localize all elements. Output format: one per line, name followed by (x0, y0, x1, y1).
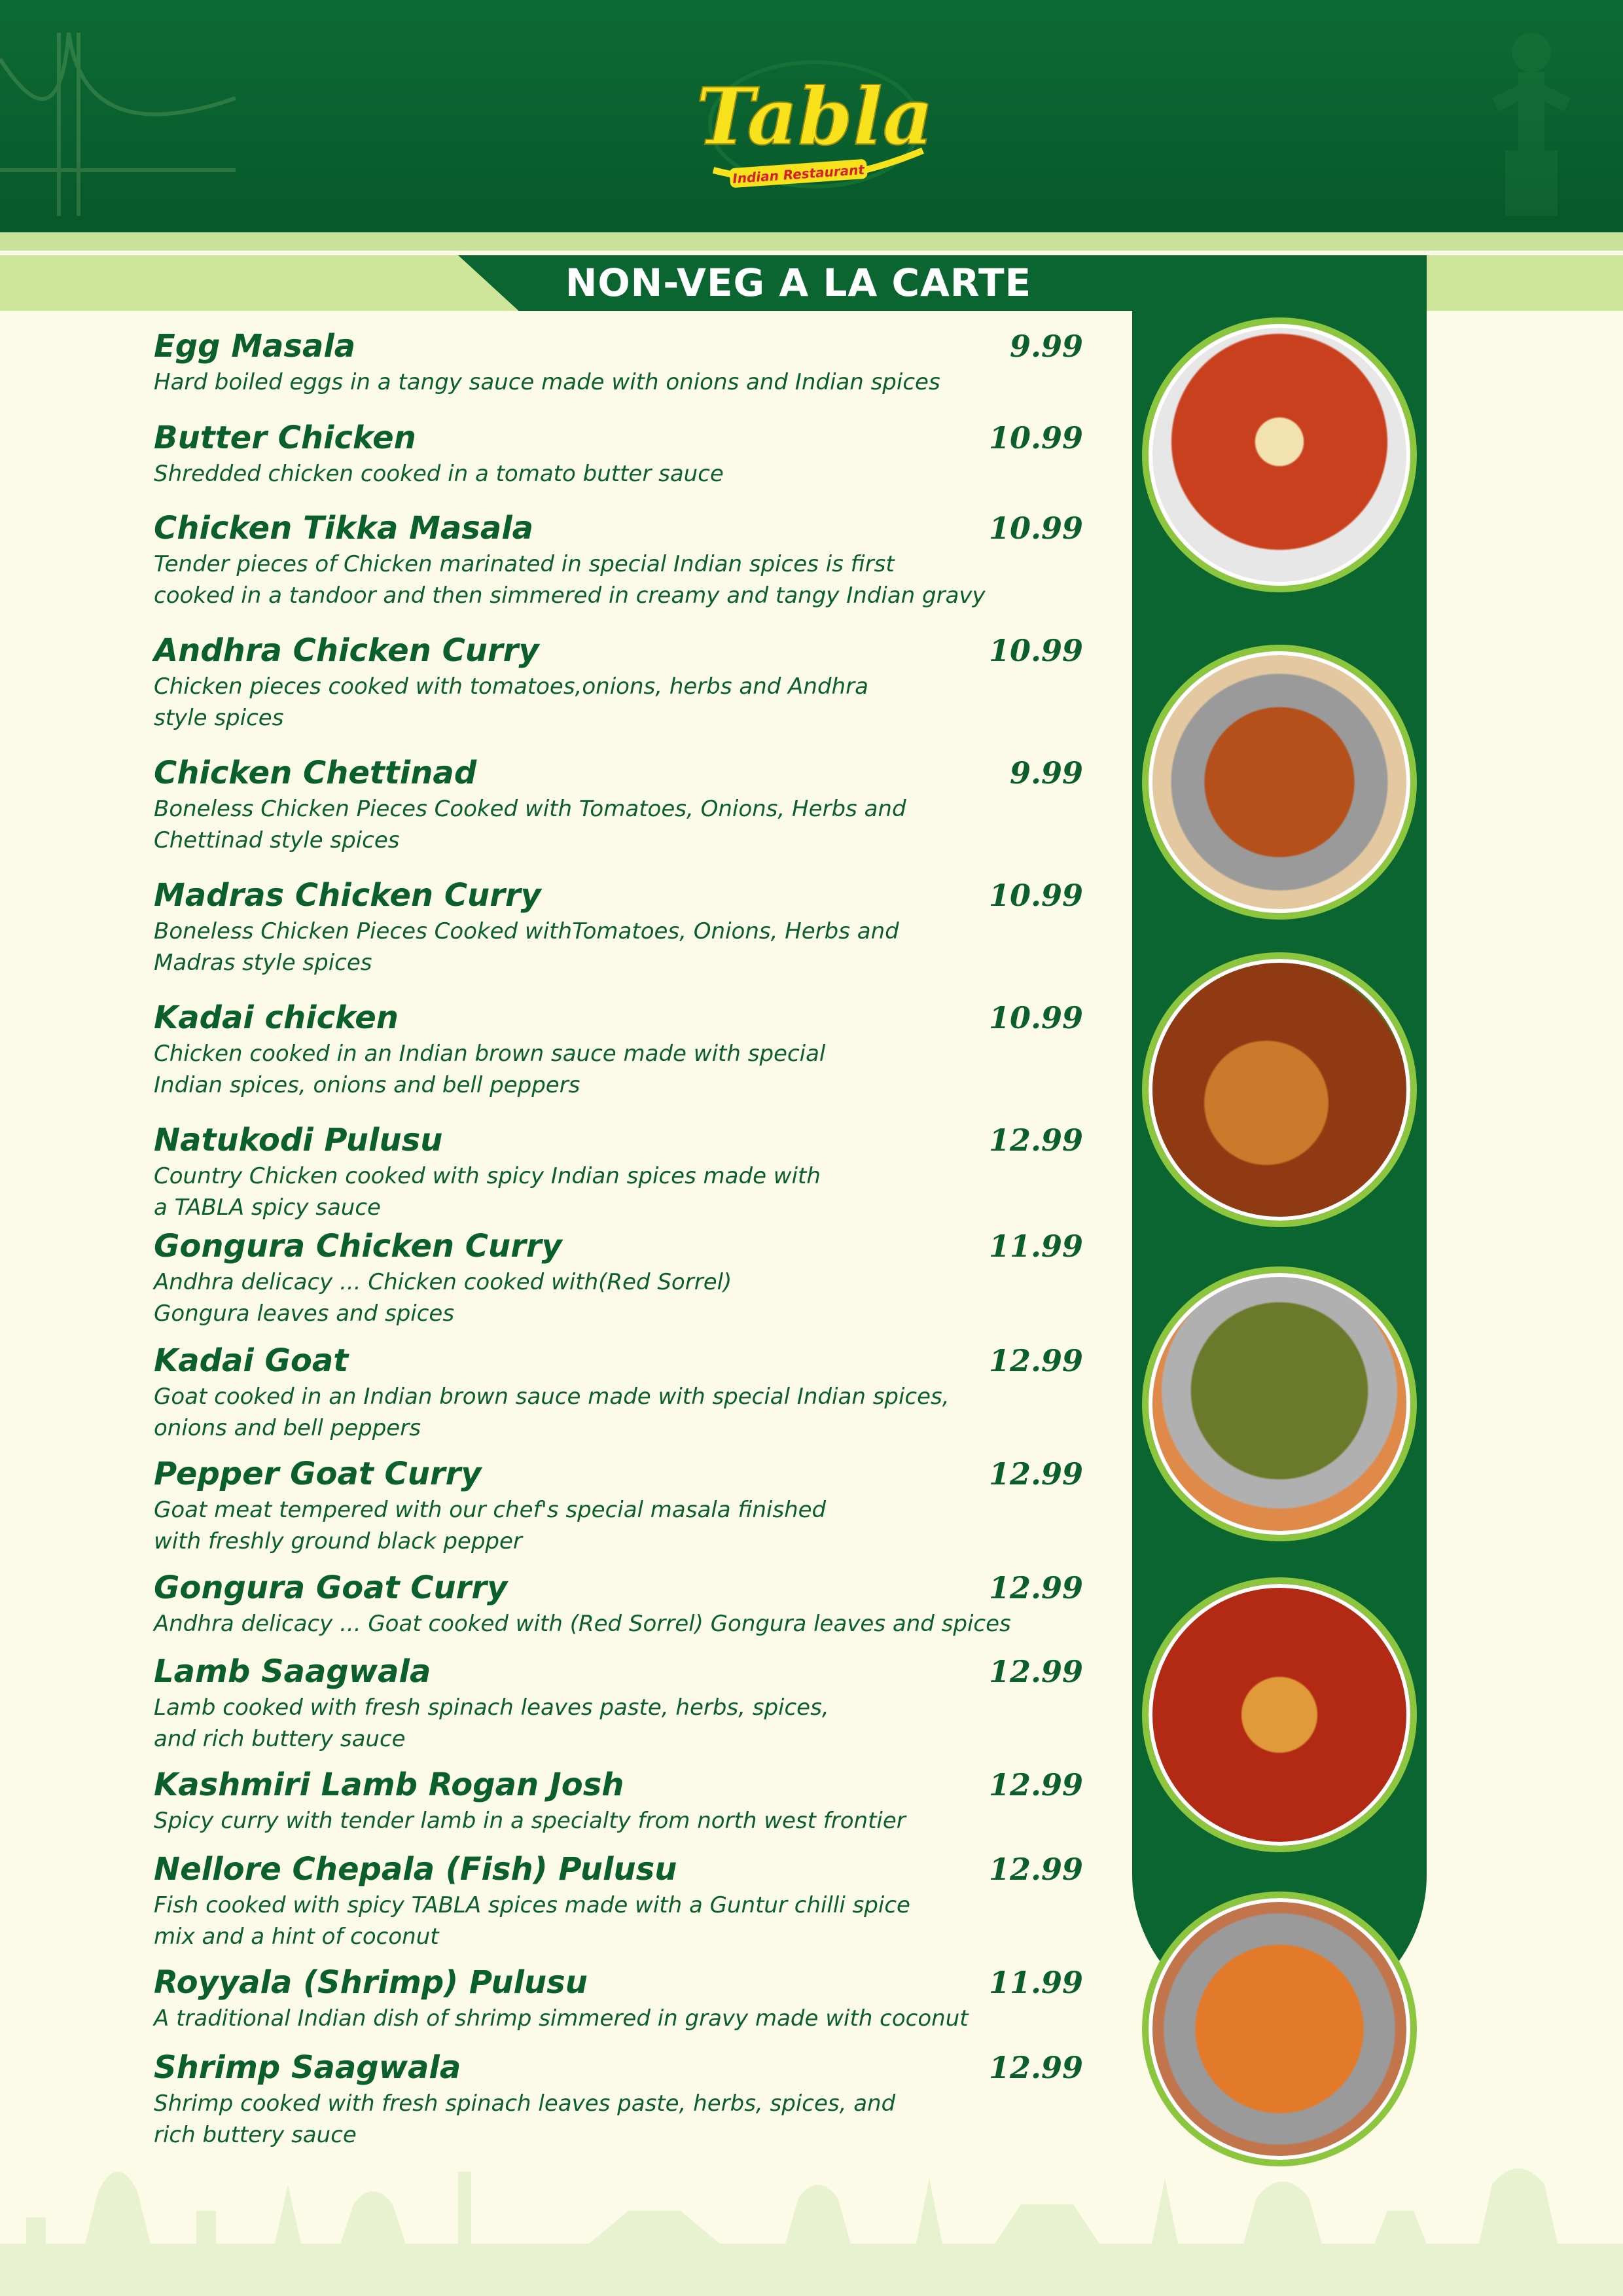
city-skyline-icon (0, 2113, 1623, 2296)
tabla-logo (674, 46, 955, 209)
item-price: 10.99 (988, 1000, 1083, 1035)
item-description: Lamb cooked with fresh spinach leaves paste, herbs, spices, and rich buttery sauce (154, 1695, 829, 1752)
svg-text:Tabla: Tabla (696, 71, 934, 163)
item-price: 9.99 (1009, 755, 1083, 791)
egg-masala-photo (1142, 317, 1417, 592)
item-price: 12.99 (988, 2050, 1083, 2085)
item-price: 12.99 (988, 1654, 1083, 1689)
item-price: 12.99 (988, 1852, 1083, 1887)
item-name: Gongura Chicken Curry (154, 1228, 562, 1265)
chicken-curry-photo (1142, 645, 1417, 920)
item-price: 12.99 (988, 1767, 1083, 1803)
item-name: Gongura Goat Curry (154, 1570, 508, 1606)
header-stripe (0, 232, 1623, 251)
item-price: 10.99 (988, 420, 1083, 456)
item-description: Spicy curry with tender lamb in a specialty from north west frontier (154, 1808, 906, 1834)
item-description: Chicken cooked in an Indian brown sauce made with special Indian spices, onions and bell peppers (154, 1041, 826, 1098)
item-description: Shrimp cooked with fresh spinach leaves paste, herbs, spices, and rich buttery sauce (154, 2090, 896, 2148)
item-price: 9.99 (1009, 329, 1083, 364)
item-price: 10.99 (988, 633, 1083, 668)
item-price: 12.99 (988, 1570, 1083, 1605)
item-name: Kadai Goat (154, 1342, 349, 1379)
item-name: Lamb Saagwala (154, 1653, 431, 1690)
item-description: Goat cooked in an Indian brown sauce made with special Indian spices, onions and bell peppers (154, 1384, 950, 1441)
item-name: Andhra Chicken Curry (154, 632, 539, 669)
item-price: 12.99 (988, 1122, 1083, 1158)
fish-pulusu-photo (1142, 1577, 1417, 1852)
item-name: Butter Chicken (154, 420, 416, 456)
svg-text:Indian Restaurant: Indian Restaurant (732, 161, 865, 187)
item-name: Natukodi Pulusu (154, 1122, 443, 1158)
item-price: 10.99 (988, 511, 1083, 546)
item-description: Shredded chicken cooked in a tomato butter sauce (154, 461, 724, 487)
item-name: Shrimp Saagwala (154, 2049, 461, 2086)
item-name: Chicken Tikka Masala (154, 510, 534, 547)
item-description: Andhra delicacy ... Chicken cooked with(Red Sorrel) Gongura leaves and spices (154, 1269, 732, 1327)
item-price: 10.99 (988, 878, 1083, 913)
item-description: Goat meat tempered with our chef's special masala finished with freshly ground black pepper (154, 1497, 827, 1554)
item-description: Boneless Chicken Pieces Cooked withTomatoes, Onions, Herbs and Madras style spices (154, 918, 899, 976)
item-price: 12.99 (988, 1343, 1083, 1378)
item-price: 11.99 (988, 1965, 1083, 2000)
item-description: Boneless Chicken Pieces Cooked with Tomatoes, Onions, Herbs and Chettinad style spices (154, 796, 906, 853)
item-name: Royyala (Shrimp) Pulusu (154, 1964, 588, 2001)
section-title: NON-VEG A LA CARTE (565, 260, 1032, 305)
item-description: Tender pieces of Chicken marinated in special Indian spices is first cooked in a tandoor and then simmered in creamy and tangy Indian gravy (154, 551, 986, 609)
item-name: Pepper Goat Curry (154, 1456, 482, 1492)
saagwala-photo (1142, 1266, 1417, 1541)
item-description: Hard boiled eggs in a tangy sauce made with onions and Indian spices (154, 369, 940, 395)
item-name: Kadai chicken (154, 999, 399, 1036)
item-price: 11.99 (988, 1229, 1083, 1264)
item-description: Andhra delicacy ... Goat cooked with (Red Sorrel) Gongura leaves and spices (154, 1611, 1011, 1637)
kadai-chicken-photo (1142, 952, 1417, 1227)
item-price: 12.99 (988, 1456, 1083, 1492)
item-description: Chicken pieces cooked with tomatoes,onions, herbs and Andhra style spices (154, 673, 868, 731)
item-description: Country Chicken cooked with spicy Indian spices made with a TABLA spicy sauce (154, 1163, 821, 1221)
bridge-silhouette-icon (0, 20, 236, 216)
header-banner (0, 0, 1623, 232)
item-name: Chicken Chettinad (154, 755, 477, 791)
item-name: Madras Chicken Curry (154, 877, 541, 914)
item-name: Kashmiri Lamb Rogan Josh (154, 1767, 624, 1803)
item-description: Fish cooked with spicy TABLA spices made with a Guntur chilli spice mix and a hint of coconut (154, 1892, 910, 1950)
item-description: A traditional Indian dish of shrimp simmered in gravy made with coconut (154, 2005, 969, 2032)
figure-silhouette-icon (1466, 20, 1597, 216)
item-name: Nellore Chepala (Fish) Pulusu (154, 1851, 677, 1888)
item-name: Egg Masala (154, 328, 356, 365)
